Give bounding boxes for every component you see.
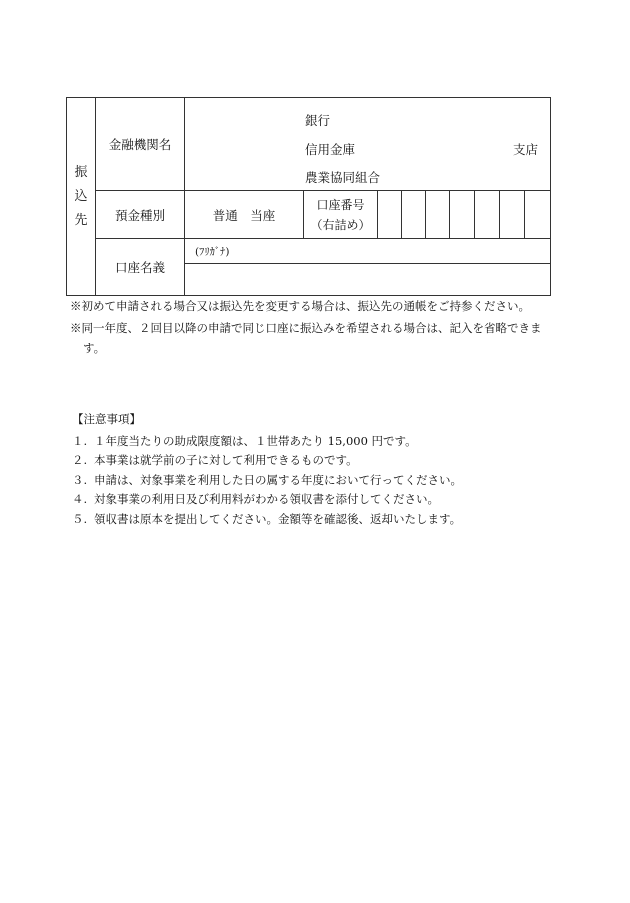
note-item: ※初めて申請される場合又は振込先を変更する場合は、振込先の通帳をご持参ください。 <box>70 299 530 313</box>
caution-item: ３. 申請は、対象事業を利用した日の属する年度において行ってください。 <box>72 472 462 487</box>
account-number-box-7[interactable] <box>525 191 551 239</box>
account-number-box-2[interactable] <box>402 191 426 239</box>
bank-name-label: 金融機関名 <box>96 98 185 191</box>
caution-item: ４. 対象事業の利用日及び利用料がわかる領収書を添付してください。 <box>72 492 439 506</box>
bank-type-bank: 銀行 <box>305 113 331 128</box>
caution-section <box>72 410 562 529</box>
note-item: ※同一年度、２回目以降の申請で同じ口座に振込みを希望される場合は、記入を省略できます。 <box>70 321 542 355</box>
caution-list <box>72 432 562 530</box>
account-number-box-5[interactable] <box>475 191 500 239</box>
furigana-label: (ﾌﾘｶﾞﾅ) <box>195 245 230 258</box>
notes <box>70 296 560 358</box>
deposit-type-label: 預金種別 <box>96 191 185 239</box>
account-number-box-4[interactable] <box>450 191 475 239</box>
account-number-box-3[interactable] <box>426 191 450 239</box>
account-number-box-1[interactable] <box>378 191 402 239</box>
bank-name-field[interactable] <box>185 98 551 191</box>
caution-item: １. １年度当たりの助成限度額は、１世帯あたり 15,000 円です。 <box>72 433 417 448</box>
transfer-destination-label: 振 込 先 <box>67 98 96 296</box>
caution-item: ２. 本事業は就学前の子に対して利用できるものです。 <box>72 453 358 467</box>
deposit-type-options[interactable]: 普通 当座 <box>185 191 304 239</box>
branch-label: 支店 <box>513 142 539 157</box>
bank-type-agricultural-coop: 農業協同組合 <box>305 170 381 185</box>
transfer-form-table <box>66 97 551 296</box>
furigana-field[interactable] <box>185 239 551 264</box>
caution-title: 【注意事項】 <box>72 412 141 426</box>
bank-type-credit-union: 信用金庫 <box>305 142 356 157</box>
caution-item: ５. 領収書は原本を提出してください。金額等を確認後、返却いたします。 <box>72 511 462 526</box>
account-number-label: 口座番号 （右詰め） <box>304 191 378 239</box>
account-number-box-6[interactable] <box>500 191 525 239</box>
account-name-label: 口座名義 <box>96 239 185 296</box>
account-name-field[interactable] <box>185 264 551 296</box>
